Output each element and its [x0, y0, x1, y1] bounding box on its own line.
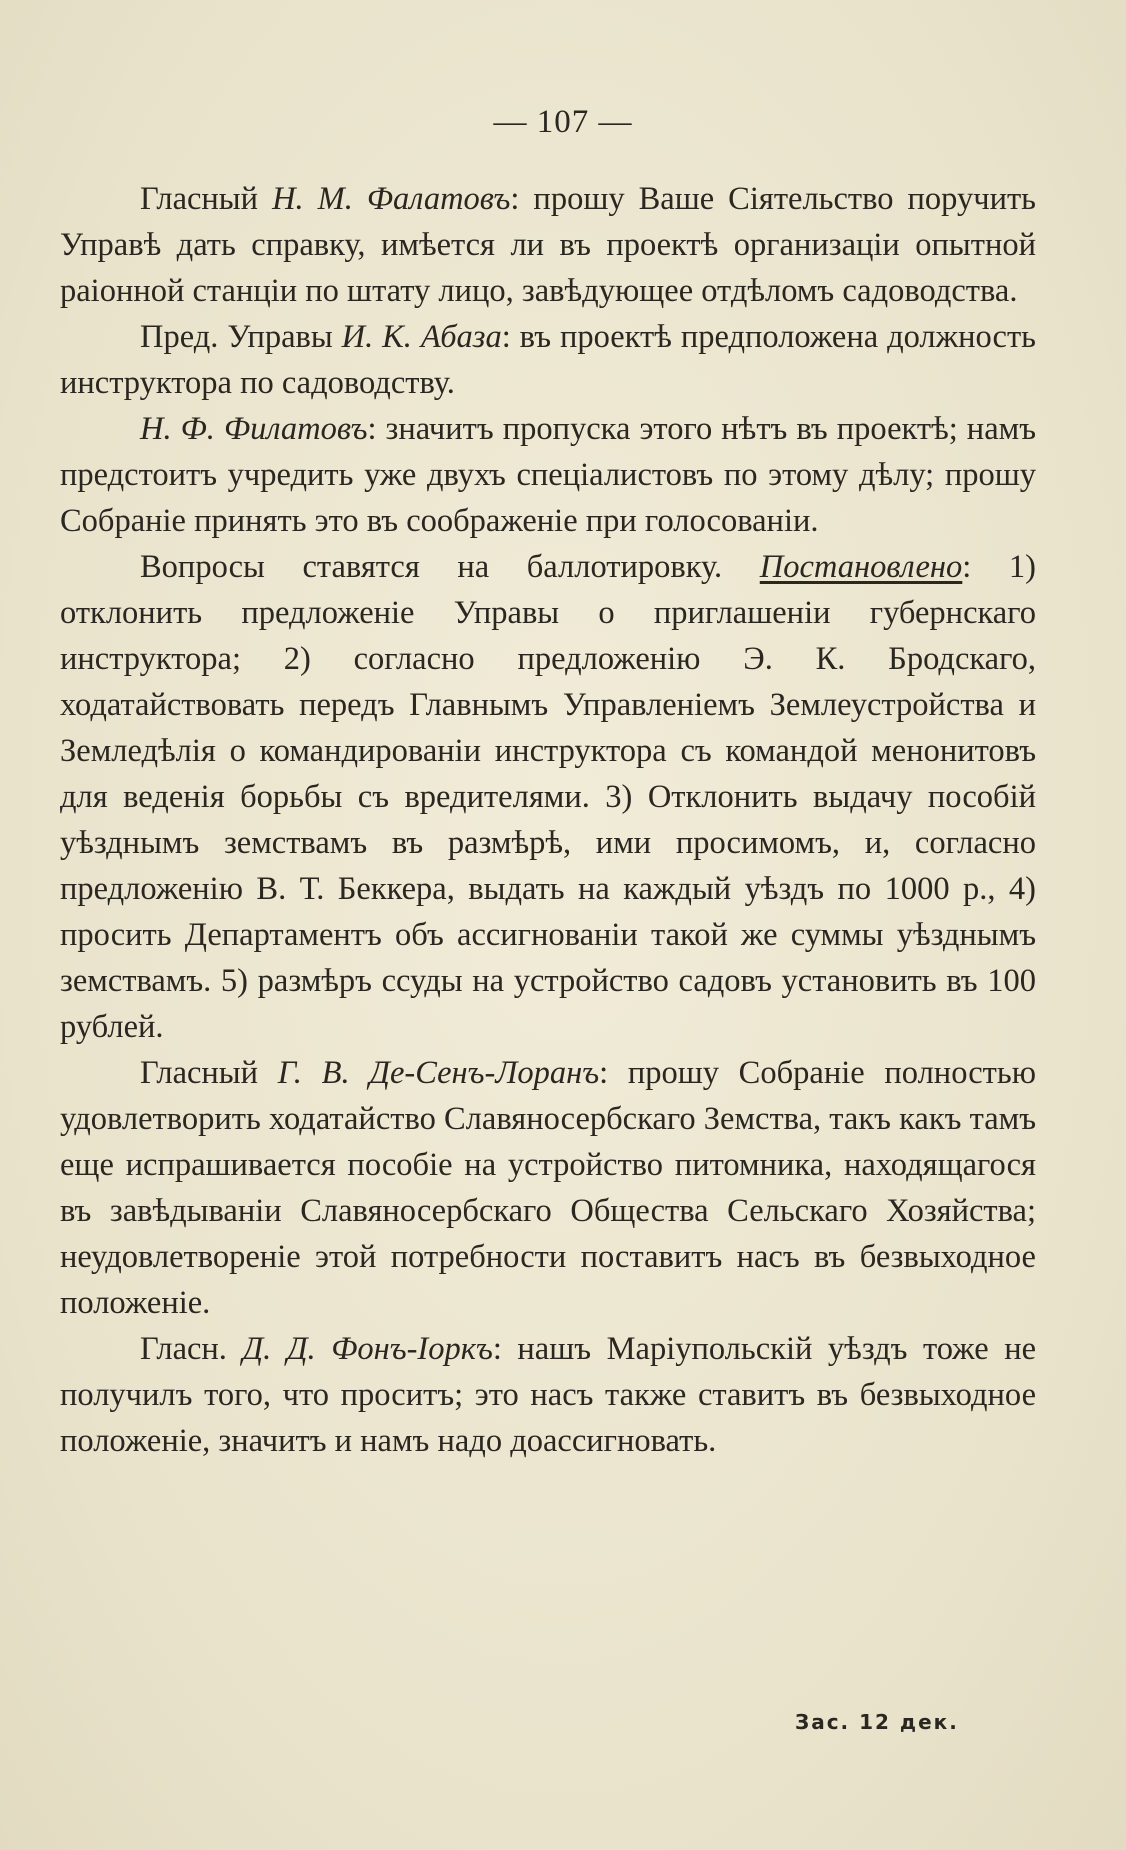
- resolution-label: Постановлено: [759, 549, 963, 585]
- paragraph-resolution: [60, 544, 1036, 1050]
- paragraph-text: : прошу Ваше Сіятельство поручить Управѣ дать справку, имѣется ли въ проектѣ организаціи опытной раіонной станціи по штату лицо, завѣдующее отдѣломъ садоводства.: [60, 181, 1036, 309]
- speaker-prefix: Пред. Управы: [140, 319, 342, 355]
- speaker-prefix: Гласный: [140, 1055, 278, 1091]
- speaker-name: Н. Ф. Филатовъ: [140, 411, 368, 447]
- paragraph-text: : въ проектѣ предположена должность инструктора по садоводству.: [60, 319, 1037, 401]
- page-number: — 107 —: [493, 104, 633, 140]
- paragraph-text: : нашъ Маріупольскій уѣздъ тоже не получилъ того, что проситъ; это насъ также ставитъ въ безвыходное положеніе, значитъ и намъ надо доассигновать.: [60, 1331, 1037, 1459]
- body-text: [60, 176, 1036, 1464]
- paragraph-fon-iork: [60, 1326, 1036, 1464]
- paragraph-de-sen-loran: [60, 1050, 1036, 1326]
- speaker-name: Н. М. Фалатовъ: [272, 181, 511, 217]
- paragraph-falatov: [60, 176, 1036, 314]
- paragraph-text: : прошу Собраніе полностью удовлетворить ходатайство Славяносербскаго Земства, такъ какъ тамъ еще испрашивается пособіе на устройство питомника, находящагося въ завѣдываніи Славяносербскаго Общества Сельскаго Хозяйства; неудовлетвореніе этой потребности поставитъ насъ въ безвыходное положеніе.: [60, 1055, 1036, 1321]
- speaker-prefix: Гласн.: [140, 1331, 243, 1367]
- speaker-name: И. К. Абаза: [341, 319, 502, 355]
- speaker-name: Г. В. Де-Сенъ-Лоранъ: [277, 1055, 600, 1091]
- paragraph-intro: Вопросы ставятся на баллотировку.: [140, 549, 760, 585]
- paragraph-text: : 1) отклонить предложеніе Управы о приглашеніи губернскаго инструктора; 2) согласно предложенію Э. К. Бродскаго, ходатайствовать передъ Главнымъ Управленіемъ Землеустройства и Земледѣлія о командированіи инструктора съ командой менонитовъ для веденія борьбы съ вредителями. 3) Отклонить выдачу пособій уѣзднымъ земствамъ въ размѣрѣ, ими просимомъ, и, согласно предложенію В. Т. Беккера, выдать на каждый уѣздъ по 1000 р., 4) просить Департаментъ объ ассигнованіи такой же суммы уѣзднымъ земствамъ. 5) размѣръ ссуды на устройство садовъ установить въ 100 рублей.: [60, 549, 1036, 1045]
- paragraph-abaza: [60, 314, 1036, 406]
- speaker-name: Д. Д. Фонъ-Іоркъ: [242, 1331, 493, 1367]
- paragraph-text: : значитъ пропуска этого нѣтъ въ проектѣ; намъ предстоитъ учредить уже двухъ спеціалистовъ по этому дѣлу; прошу Собраніе принять это въ соображеніе при голосованіи.: [60, 411, 1036, 539]
- paragraph-filatov: [60, 406, 1036, 544]
- footer-signature: Зас. 12 дек.: [795, 1710, 959, 1734]
- speaker-prefix: Гласный: [140, 181, 273, 217]
